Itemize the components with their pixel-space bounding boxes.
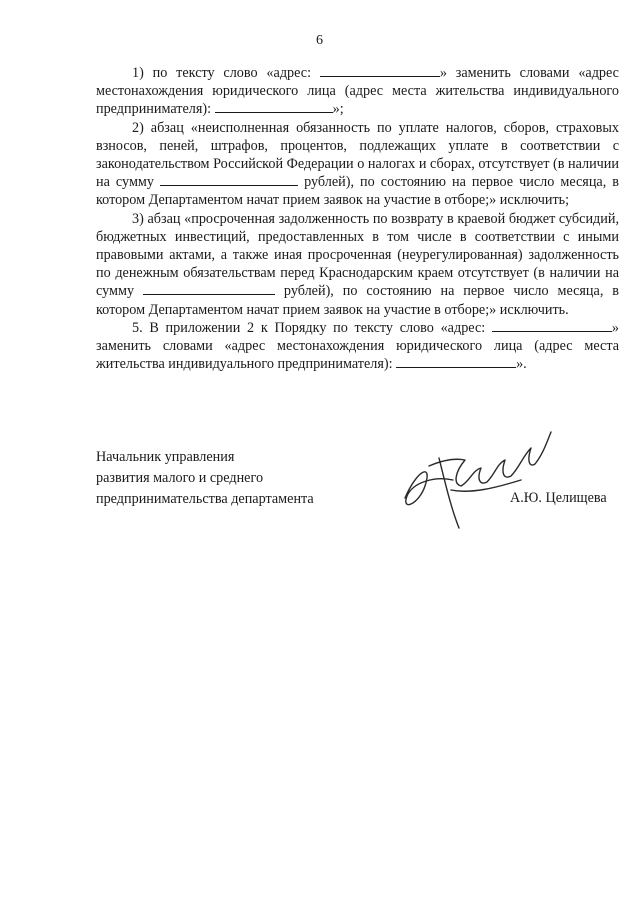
blank-field [320,64,440,77]
paragraph-1-text-b: » заменить словами «адрес местонахождения юридического лица (адрес места жительства индивидуального предпринимателя): [96,65,619,118]
paragraph-2-text-a: 2) абзац «неисполненная обязанность по уплате налогов, сборов, страховых взносов, пеней, штрафов, процентов, подлежащих уплате в соответствии с законодательством Российской Федерации о налогах и сборах, отсутствует (в наличии на сумму [96,119,619,191]
paragraph-2-text-b: рублей), по состоянию на первое число месяца, в котором Департаментом начат прием заявок на участие в отборе;» исключить; [96,174,619,209]
signer-name: А.Ю. Целищева [510,490,607,506]
position-line: предпринимательства департамента [96,491,314,507]
blank-field [160,173,298,186]
paragraph-3-text-b: рублей), по состоянию на первое число месяца, в котором Департаментом начат прием заявок на участие в отборе;» исключить. [96,283,619,318]
position-line: Начальник управления [96,449,235,465]
page-number: 6 [316,33,323,48]
paragraph-3 [96,210,619,319]
handwritten-signature [395,420,560,535]
paragraph-1-text-c: »; [332,101,344,118]
signature-stroke [429,432,551,486]
signatory-position [96,447,314,510]
blank-field [492,319,612,332]
blank-field [396,355,516,368]
blank-field [215,100,333,113]
signature-stroke [439,458,459,528]
document-body [96,64,619,373]
paragraph-1 [96,64,619,119]
paragraph-3-text-a: 3) абзац «просроченная задолженность по возврату в краевой бюджет субсидий, бюджетных инвестиций, предоставленных в том числе в соответствии с иными правовыми актами, а также иная просроченная (неурегулированная) задолженность по денежным обязательствам перед Краснодарским краем отсутствует (в наличии на сумму [96,210,619,300]
signature-stroke [405,472,453,505]
blank-field [143,282,275,295]
paragraph-2 [96,119,619,210]
paragraph-1-text-a: 1) по тексту слово «адрес: [132,65,320,81]
paragraph-4-text-a: 5. В приложении 2 к Порядку по тексту слово «адрес: [132,319,492,336]
paragraph-4-text-b: » заменить словами «адрес местонахождения юридического лица (адрес места жительства индивидуального предпринимателя): [96,319,619,373]
paragraph-4-text-c: ». [516,356,527,373]
position-line: развития малого и среднего [96,470,264,486]
paragraph-4 [96,319,619,374]
